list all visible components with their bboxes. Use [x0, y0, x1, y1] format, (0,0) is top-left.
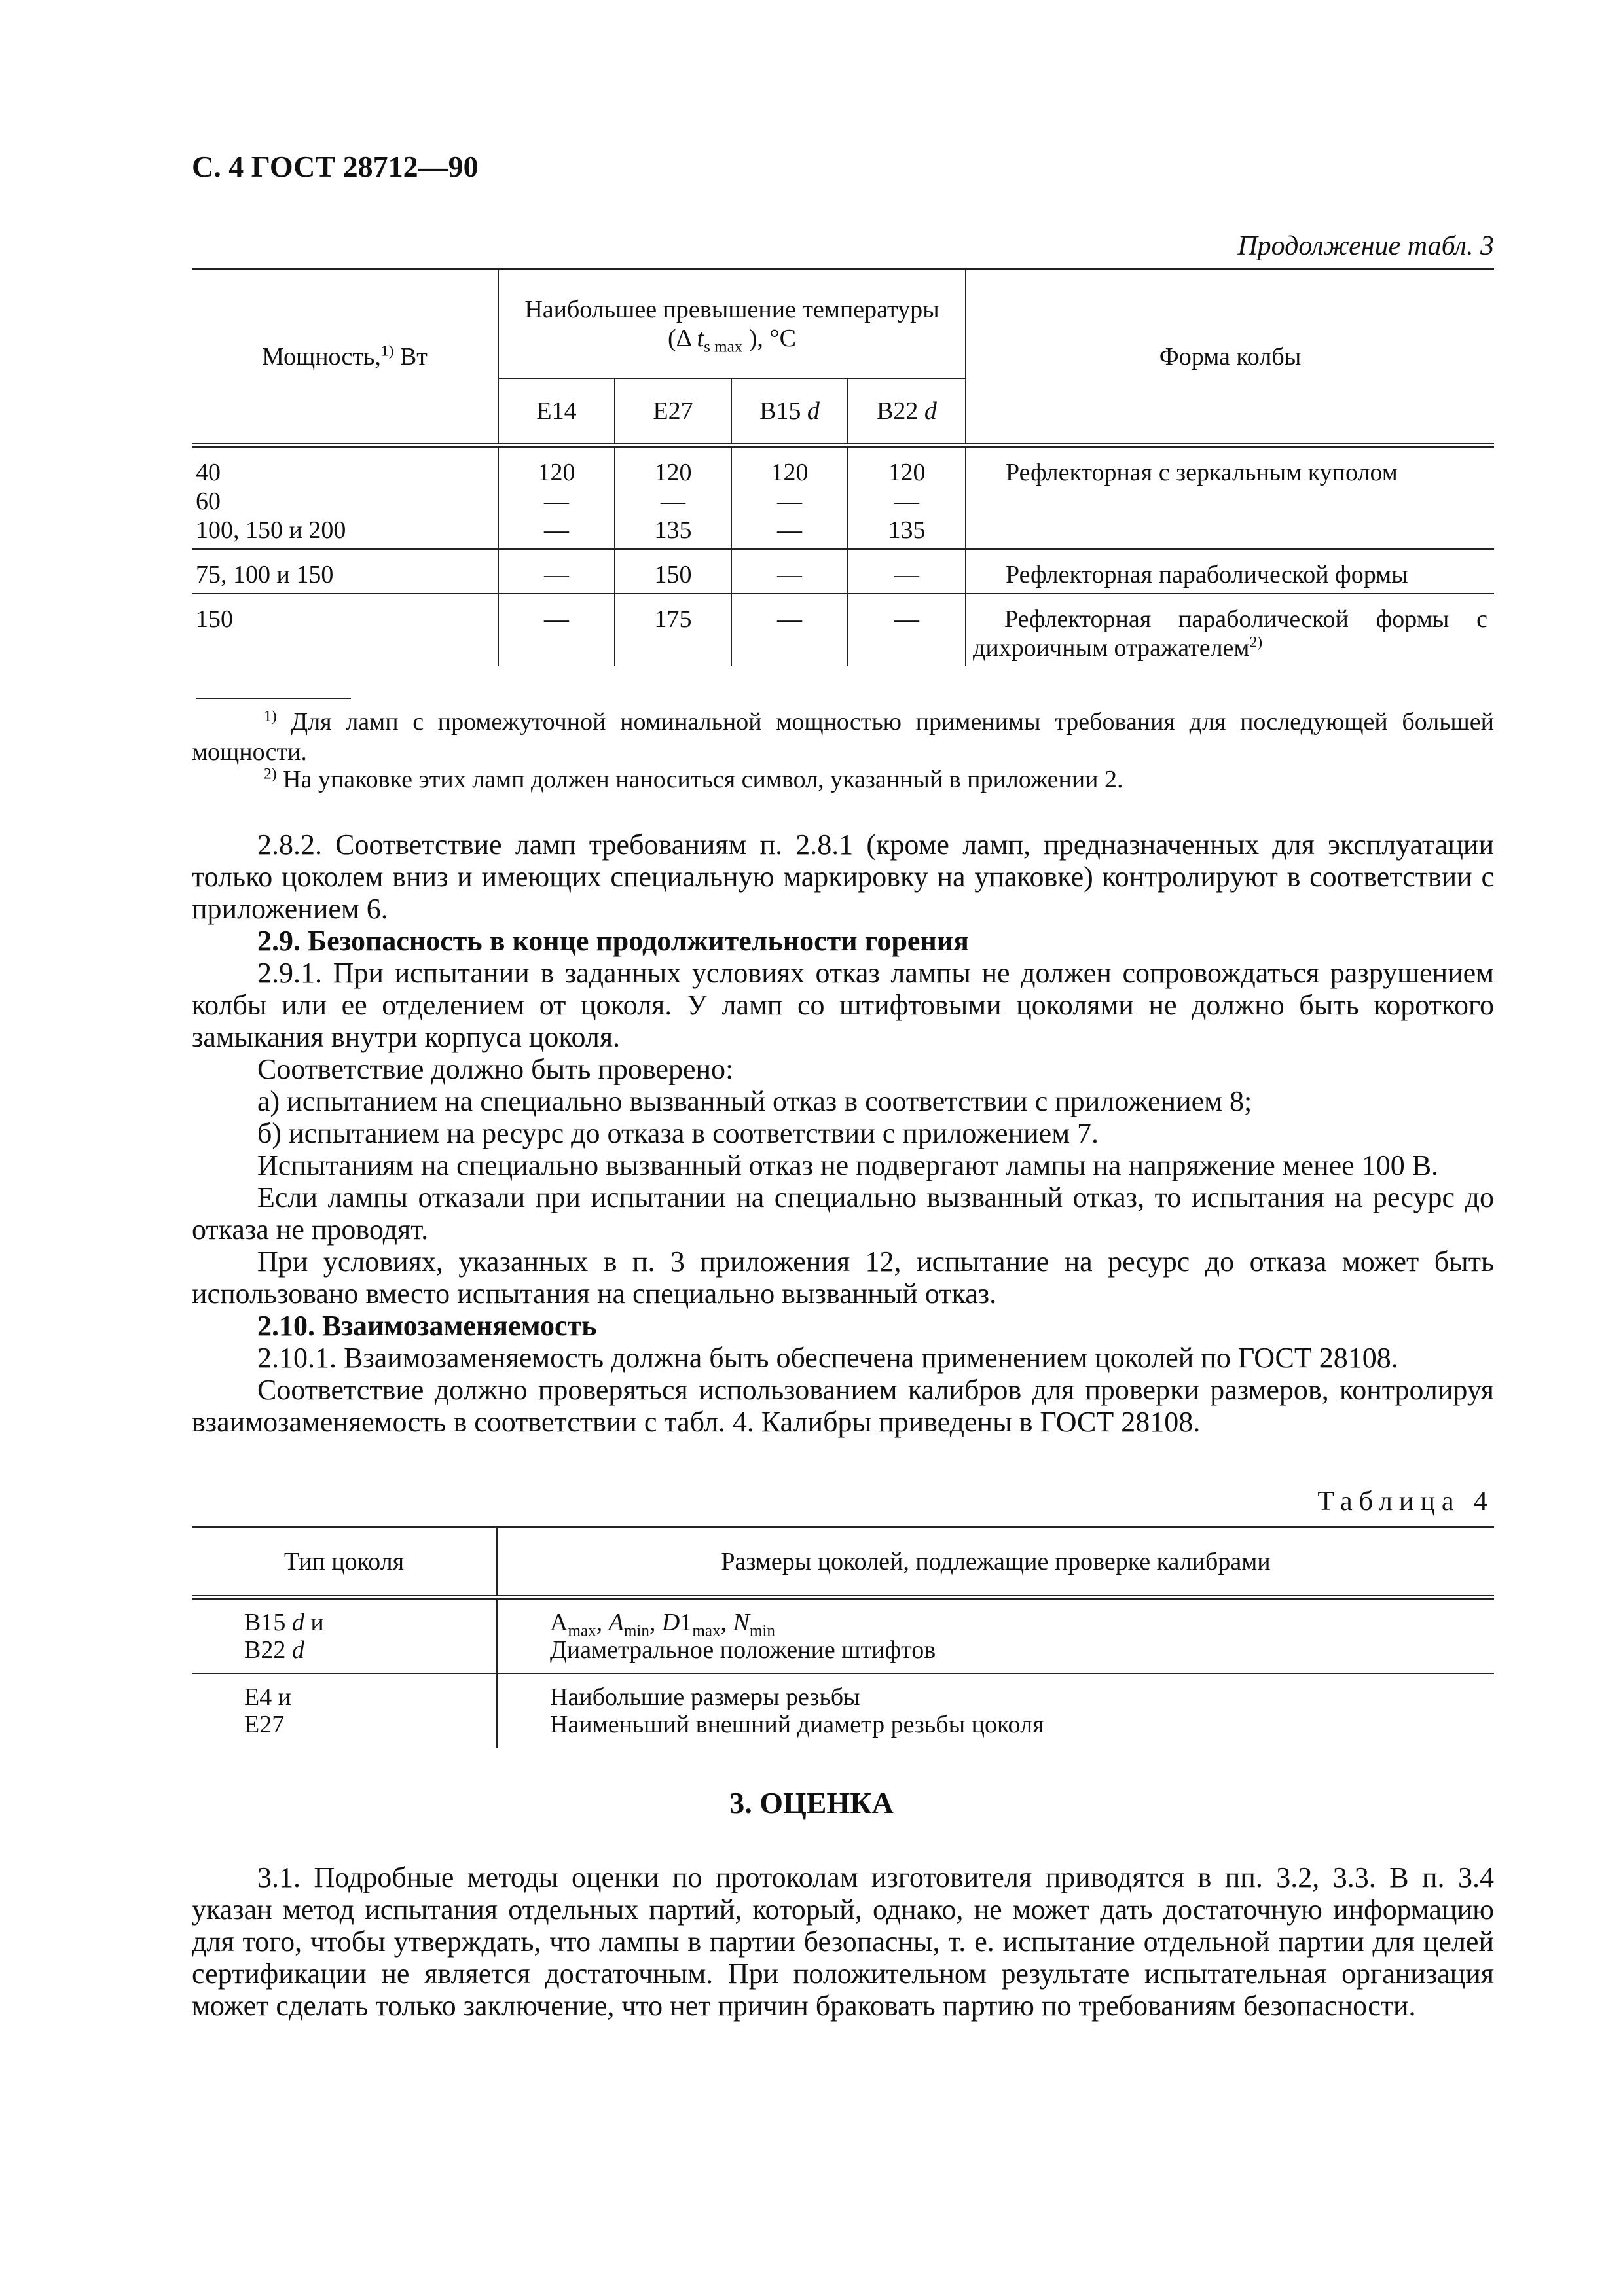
- table-4-caption: Таблица 4: [1317, 1486, 1494, 1516]
- section-3-text: [192, 1861, 1494, 2022]
- paragraph: 2.9.1. При испытании в заданных условиях отказ лампы не должен сопровождаться разрушением колбы или ее отделением от цоколя. У ламп со штифтовыми цоколями не должно быть короткого замыкания внутри корпуса цоколя.: [192, 957, 1494, 1053]
- paragraph: 2.10.1. Взаимозаменяемость должна быть обеспечена применением цоколей по ГОСТ 28108.: [257, 1342, 1398, 1374]
- body-text: [192, 829, 1494, 1438]
- table-row: 40 60 100, 150 и 200 120 — — 120 — 135 120 — — 120 — 135 Рефлекторная с зеркальным куполом: [192, 446, 1494, 550]
- section-3-title: 3. ОЦЕНКА: [729, 1786, 894, 1820]
- table-row: B15 d и B22 d $A_{max}$, $A_{min}$, $D1_{max}$, $N_{min}$ Диаметральное положение штифтов: [192, 1598, 1494, 1674]
- header-base-type: Тип цоколя: [192, 1528, 497, 1598]
- list-item: б) испытанием на ресурс до отказа в соответствии с приложением 7.: [257, 1117, 1099, 1149]
- paragraph: Испытаниям на специально вызванный отказ не подвергают лампы на напряжение менее 100 В.: [257, 1149, 1439, 1181]
- table-row: E4 и E27 Наибольшие размеры резьбы Наименьший внешний диаметр резьбы цоколя: [192, 1674, 1494, 1748]
- page-header: С. 4 ГОСТ 28712—90: [192, 150, 479, 183]
- table-continuation-label: Продолжение табл. 3: [1237, 231, 1494, 261]
- header-temperature: Наибольшее превышение температуры (Δ $t_{s max}$ ), °C: [498, 270, 966, 379]
- paragraph: 3.1. Подробные методы оценки по протоколам изготовителя приводятся в пп. 3.2, 3.3. В п. 3.4 указан метод испытания отдельных партий, который, однако, не может дать достаточную информацию для того, чтобы утверждать, что лампы в партии безопасны, т. е. испытание отдельной партии для целей сертификации не является достаточным. При положительном результате испытательная организация может сделать только заключение, что нет причин браковать партию по требованиям безопасности.: [192, 1861, 1494, 2022]
- paragraph: Соответствие должно быть проверено:: [257, 1053, 734, 1085]
- table-3: [192, 268, 1494, 666]
- section-heading: 2.9. Безопасность в конце продолжительности горения: [257, 925, 969, 957]
- header-b15d: B15 d: [731, 378, 848, 446]
- list-item: а) испытанием на специально вызванный отказ в соответствии с приложением 8;: [257, 1085, 1252, 1117]
- footnote-2: $^{2)}$ На упаковке этих ламп должен наноситься символ, указанный в приложении 2.: [264, 765, 1123, 793]
- header-e27: E27: [615, 378, 731, 446]
- header-dimensions: Размеры цоколей, подлежащие проверке калибрами: [497, 1528, 1494, 1598]
- section-heading: 2.10. Взаимозаменяемость: [257, 1310, 597, 1342]
- paragraph: 2.8.2. Соответствие ламп требованиям п. 2.8.1 (кроме ламп, предназначенных для эксплуатации только цоколем вниз и имеющих специальную маркировку на упаковке) контролируют в соответствии с приложением 6.: [192, 829, 1494, 925]
- footnote-1: $^{1)}$ Для ламп с промежуточной номинальной мощностью применимы требования для последующей большей мощности.: [192, 708, 1494, 766]
- table-4: [192, 1526, 1494, 1748]
- header-power: Мощность,$^{1)}$ Вт: [192, 270, 498, 446]
- table-row: 150 — 175 — — Рефлекторная параболической формы с дихроичным отражателем$^{2)}$: [192, 594, 1494, 666]
- paragraph: Соответствие должно проверяться использованием калибров для проверки размеров, контролируя взаимозаменяемость в соответствии с табл. 4. Калибры приведены в ГОСТ 28108.: [192, 1374, 1494, 1438]
- paragraph: Если лампы отказали при испытании на специально вызванный отказ, то испытания на ресурс до отказа не проводят.: [192, 1181, 1494, 1246]
- paragraph: При условиях, указанных в п. 3 приложения 12, испытание на ресурс до отказа может быть использовано вместо испытания на специально вызванный отказ.: [192, 1246, 1494, 1310]
- header-b22d: B22 d: [848, 378, 966, 446]
- header-bulb-shape: Форма колбы: [966, 270, 1494, 446]
- table-row: 75, 100 и 150 — 150 — — Рефлекторная параболической формы: [192, 549, 1494, 594]
- footnote-divider: [196, 698, 351, 699]
- header-e14: E14: [498, 378, 615, 446]
